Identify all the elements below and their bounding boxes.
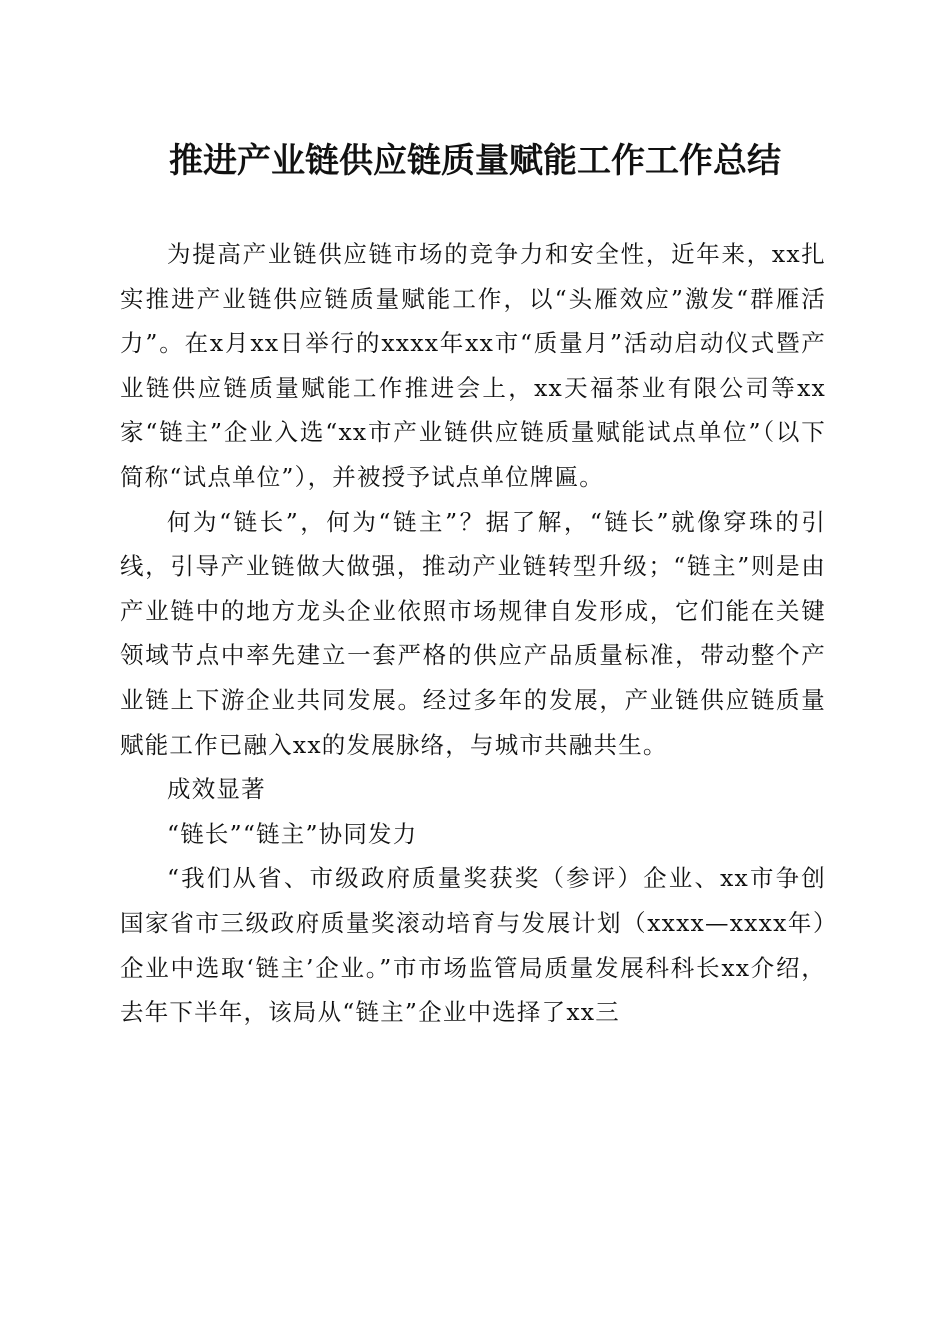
paragraph-quote: “我们从省、市级政府质量奖获奖（参评）企业、xx市争创国家省市三级政府质量奖滚动培育与发展计划（xxxx—xxxx年）企业中选取‘链主’企业。”市市场监管局质量发展科科长xx介绍，去年下半年，该局从“链主”企业中选择了xx三	[120, 864, 826, 1027]
paragraph-intro: 为提高产业链供应链市场的竞争力和安全性，近年来，xx扎实推进产业链供应链质量赋能工作，以“头雁效应”激发“群雁活力”。在x月xx日举行的xxxx年xx市“质量月”活动启动仪式暨产业链供应链质量赋能工作推进会上，xx天福茶业有限公司等xx家“链主”企业入选“xx市产业链供应链质量赋能试点单位”（以下简称“试点单位”），并被授予试点单位牌匾。	[120, 240, 826, 491]
document-title: 推进产业链供应链质量赋能工作工作总结	[169, 141, 781, 181]
subheading-collaboration: “链长”“链主”协同发力	[167, 819, 418, 848]
document-body	[120, 232, 826, 1035]
paragraph-chain-definition: 何为“链长”，何为“链主”？据了解，“链长”就像穿珠的引线，引导产业链做大做强，推动产业链转型升级；“链主”则是由产业链中的地方龙头企业依照市场规律自发形成，它们能在关键领域节点中率先建立一套严格的供应产品质量标准，带动整个产业链上下游企业共同发展。经过多年的发展，产业链供应链质量赋能工作已融入xx的发展脉络，与城市共融共生。	[120, 507, 826, 759]
section-heading-results: 成效显著	[167, 775, 266, 804]
